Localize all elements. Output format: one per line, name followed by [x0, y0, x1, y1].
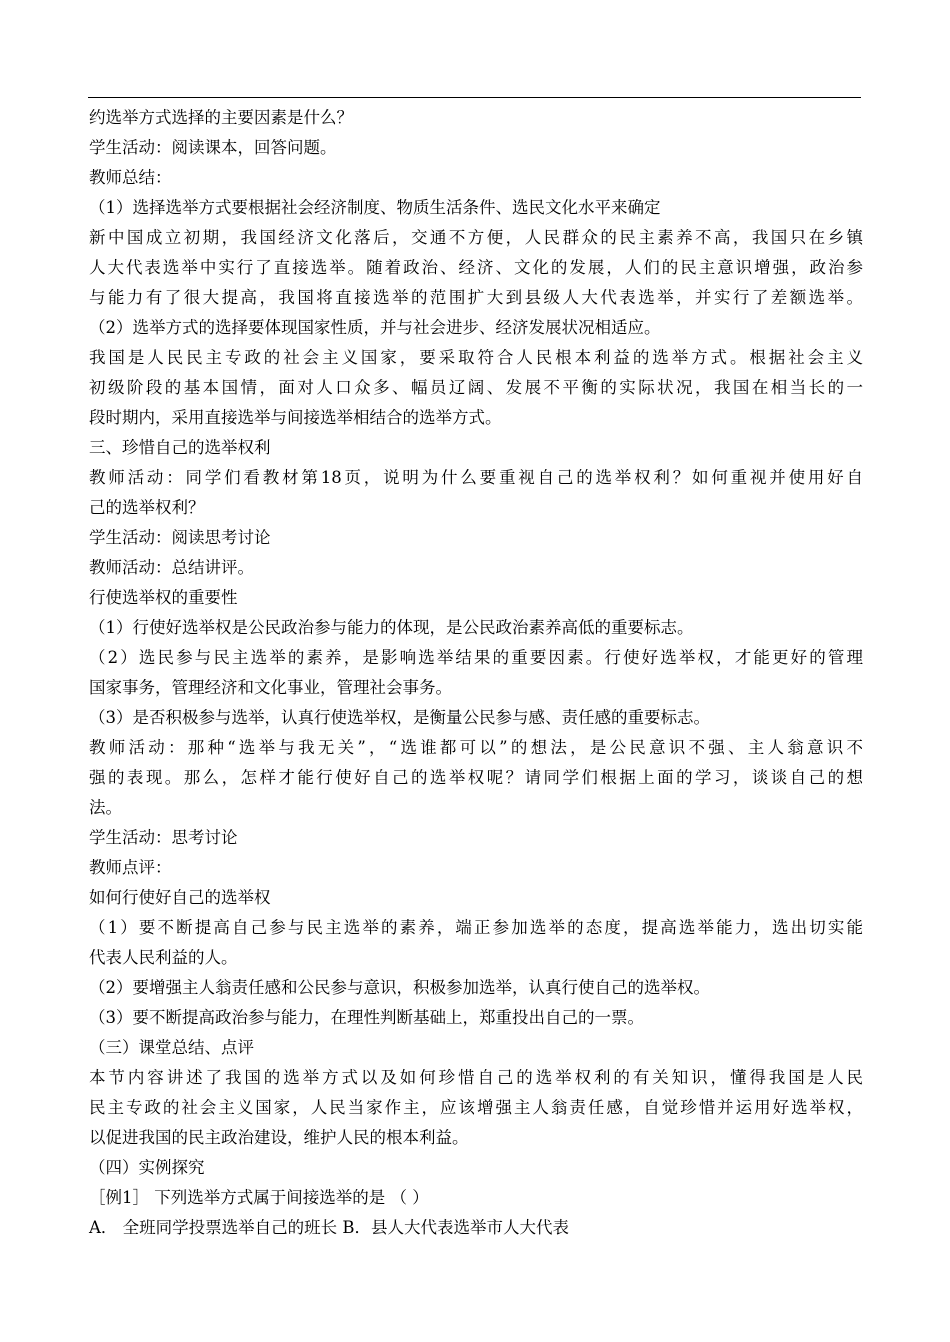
text-line: （3）是否积极参与选举，认真行使选举权，是衡量公民参与感、责任感的重要标志。 [89, 708, 710, 727]
text-line: 约选举方式选择的主要因素是什么？ [89, 108, 353, 127]
text-line: 学生活动：阅读课本，回答问题。 [89, 138, 337, 157]
section-heading: 三、珍惜自己的选举权利 [89, 438, 271, 457]
text-line: 段时期内，采用直接选举与间接选举相结合的选举方式。 [89, 408, 502, 427]
text-line: 教师活动：总结讲评。 [89, 558, 254, 577]
text-line: 初级阶段的基本国情，面对人口众多、幅员辽阔、发展不平衡的实际状况，我国在相当长的一 [89, 378, 863, 397]
text-line: 国家事务，管理经济和文化事业，管理社会事务。 [89, 678, 452, 697]
text-line: 与能力有了很大提高，我国将直接选举的范围扩大到县级人大代表选举，并实行了差额选举。 [89, 288, 863, 307]
text-line: （3）要不断提高政治参与能力，在理性判断基础上，郑重投出自己的一票。 [89, 1008, 644, 1027]
text-line: 学生活动：思考讨论 [89, 828, 238, 847]
header-rule [88, 97, 861, 98]
document-body [89, 103, 863, 1243]
answer-options: A． 全班同学投票选举自己的班长 B．县人大代表选举市人大代表 [89, 1218, 570, 1237]
text-line: （1）选择选举方式要根据社会经济制度、物质生活条件、选民文化水平来确定 [89, 198, 661, 217]
text-line: 行使选举权的重要性 [89, 588, 238, 607]
text-line: 本节内容讲述了我国的选举方式以及如何珍惜自己的选举权利的有关知识，懂得我国是人民 [89, 1068, 863, 1087]
section-heading: （三）课堂总结、点评 [89, 1038, 254, 1057]
text-line: 代表人民利益的人。 [89, 948, 238, 967]
text-line: （1）行使好选举权是公民政治参与能力的体现，是公民政治素养高低的重要标志。 [89, 618, 694, 637]
text-line: 法。 [89, 798, 122, 817]
text-line: （2）选民参与民主选举的素养，是影响选举结果的重要因素。行使好选举权，才能更好的管理 [89, 648, 863, 667]
text-line: 强的表现。那么，怎样才能行使好自己的选举权呢？请同学们根据上面的学习，谈谈自己的想 [89, 768, 863, 787]
text-line: 教师点评： [89, 858, 172, 877]
text-line: 己的选举权利？ [89, 498, 205, 517]
text-line: 以促进我国的民主政治建设，维护人民的根本利益。 [89, 1128, 469, 1147]
text-line: 民主专政的社会主义国家，人民当家作主，应该增强主人翁责任感，自觉珍惜并运用好选举权， [89, 1098, 863, 1117]
text-line: 新中国成立初期，我国经济文化落后，交通不方便，人民群众的民主素养不高，我国只在乡镇 [89, 228, 863, 247]
text-line: 教师总结： [89, 168, 172, 187]
question-stem: ［例1］ 下列选举方式属于间接选举的是 （ ） [89, 1188, 429, 1207]
text-line: 教师活动：同学们看教材第18页，说明为什么要重视自己的选举权利？如何重视并使用好自 [89, 468, 863, 487]
text-line: 学生活动：阅读思考讨论 [89, 528, 271, 547]
text-line: 人大代表选举中实行了直接选举。随着政治、经济、文化的发展，人们的民主意识增强，政治参 [89, 258, 863, 277]
text-line: 如何行使好自己的选举权 [89, 888, 271, 907]
text-line: （2）要增强主人翁责任感和公民参与意识，积极参加选举，认真行使自己的选举权。 [89, 978, 710, 997]
text-line: （2）选举方式的选择要体现国家性质，并与社会进步、经济发展状况相适应。 [89, 318, 661, 337]
text-line: （1）要不断提高自己参与民主选举的素养，端正参加选举的态度，提高选举能力，选出切实能 [89, 918, 863, 937]
text-line: 我国是人民民主专政的社会主义国家，要采取符合人民根本利益的选举方式。根据社会主义 [89, 348, 863, 367]
section-heading: （四）实例探究 [89, 1158, 205, 1177]
text-line: 教师活动：那种“选举与我无关”，“选谁都可以”的想法，是公民意识不强、主人翁意识不 [89, 738, 863, 757]
